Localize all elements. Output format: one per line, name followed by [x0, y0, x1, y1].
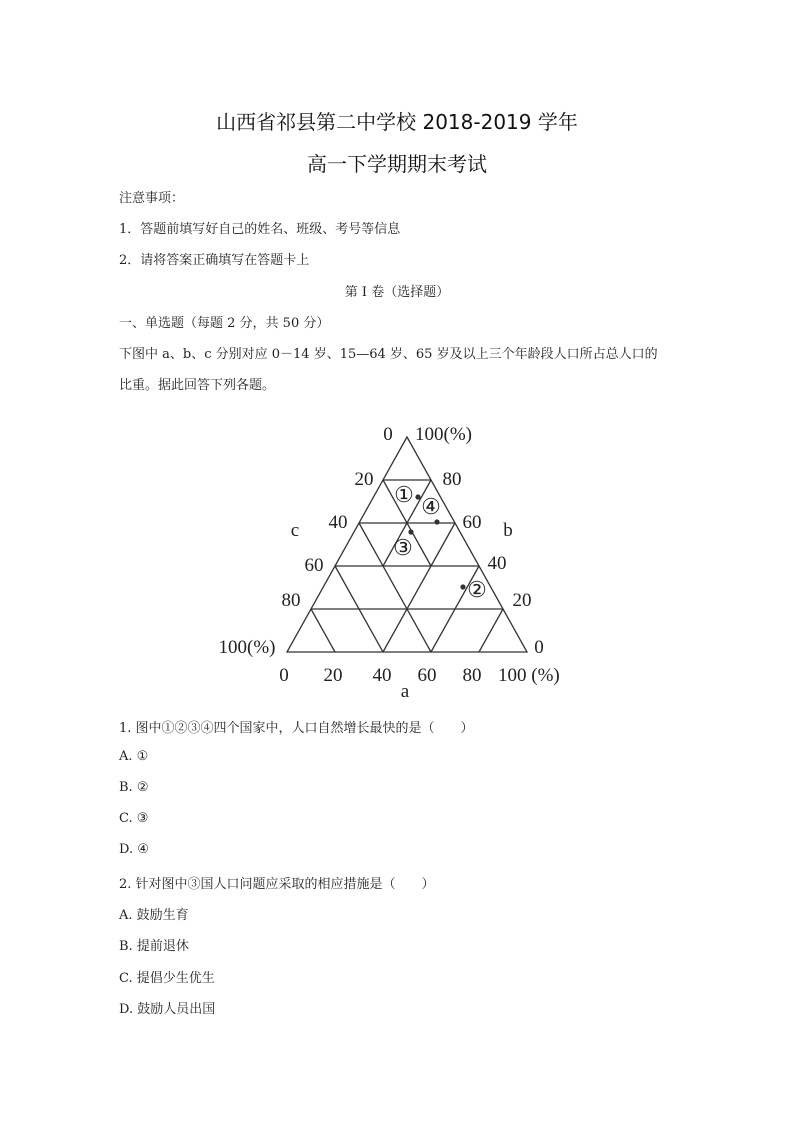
country-point-2 — [460, 577, 486, 602]
marker-2: ② — [467, 577, 487, 602]
c-tick-80: 80 — [281, 590, 301, 611]
exam-title-line2: 高一下学期期末考试 — [307, 152, 487, 176]
question-2-stem: 2. 针对图中③国人口问题应采取的相应措施是（ ） — [119, 877, 435, 892]
question-2-option-c: C. 提倡少生优生 — [119, 971, 215, 986]
question-2-option-b: B. 提前退休 — [119, 939, 189, 954]
notice-item-1: 1．答题前填写好自己的姓名、班级、考号等信息 — [119, 222, 401, 237]
intro-line-2: 比重。据此回答下列各题。 — [119, 378, 276, 393]
marker-4: ④ — [421, 494, 441, 519]
country-point-4 — [421, 494, 441, 525]
notice-heading: 注意事项： — [119, 191, 185, 206]
b-tick-0: 0 — [534, 637, 544, 658]
c-tick-60: 60 — [304, 555, 324, 576]
question-1-option-a: A. ① — [119, 749, 149, 764]
question-1-option-b: B. ② — [119, 780, 149, 795]
part-heading: 一、单选题（每题 2 分，共 50 分） — [119, 316, 330, 331]
c-tick-40: 40 — [328, 512, 348, 533]
question-1-option-d: D. ④ — [119, 842, 149, 857]
question-2-option-d: D. 鼓励人员出国 — [119, 1002, 216, 1017]
axis-b-name: b — [503, 520, 513, 541]
question-2-option-a: A. 鼓励生育 — [119, 908, 189, 923]
marker-1: ① — [394, 482, 414, 507]
intro-line-1: 下图中 a、b、c 分别对应 0－14 岁、15—64 岁、65 岁及以上三个年龄段人口所占总人口的 — [119, 347, 658, 362]
country-point-3 — [393, 529, 413, 560]
question-1-option-c: C. ③ — [119, 811, 149, 826]
b-tick-60: 60 — [462, 512, 482, 533]
a-tick-80: 80 — [462, 665, 482, 686]
b-tick-80: 80 — [442, 469, 462, 490]
section-title: 第 I 卷（选择题） — [344, 285, 450, 300]
axis-a-name: a — [400, 681, 410, 702]
b-tick-40: 40 — [487, 553, 507, 574]
a-tick-40: 40 — [372, 665, 392, 686]
exam-title-line1: 山西省祁县第二中学校 2018-2019 学年 — [216, 110, 578, 134]
notice-item-2: 2．请将答案正确填写在答题卡上 — [119, 253, 310, 268]
a-tick-60: 60 — [417, 665, 437, 686]
country-point-1 — [394, 482, 420, 507]
apex-c-zero: 0 — [383, 424, 393, 445]
apex-b-hundred: 100(%) — [415, 424, 472, 445]
b-tick-20: 20 — [512, 590, 532, 611]
marker-3: ③ — [393, 535, 413, 560]
c-tick-20: 20 — [354, 469, 374, 490]
a-tick-0: 0 — [279, 665, 289, 686]
ternary-diagram — [200, 415, 600, 705]
a-tick-100: 100 (%) — [498, 665, 560, 686]
a-tick-20: 20 — [323, 665, 343, 686]
c-tick-100: 100(%) — [218, 637, 276, 658]
axis-c-name: c — [290, 520, 300, 541]
question-1-stem: 1. 图中①②③④四个国家中，人口自然增长最快的是（ ） — [119, 721, 474, 736]
